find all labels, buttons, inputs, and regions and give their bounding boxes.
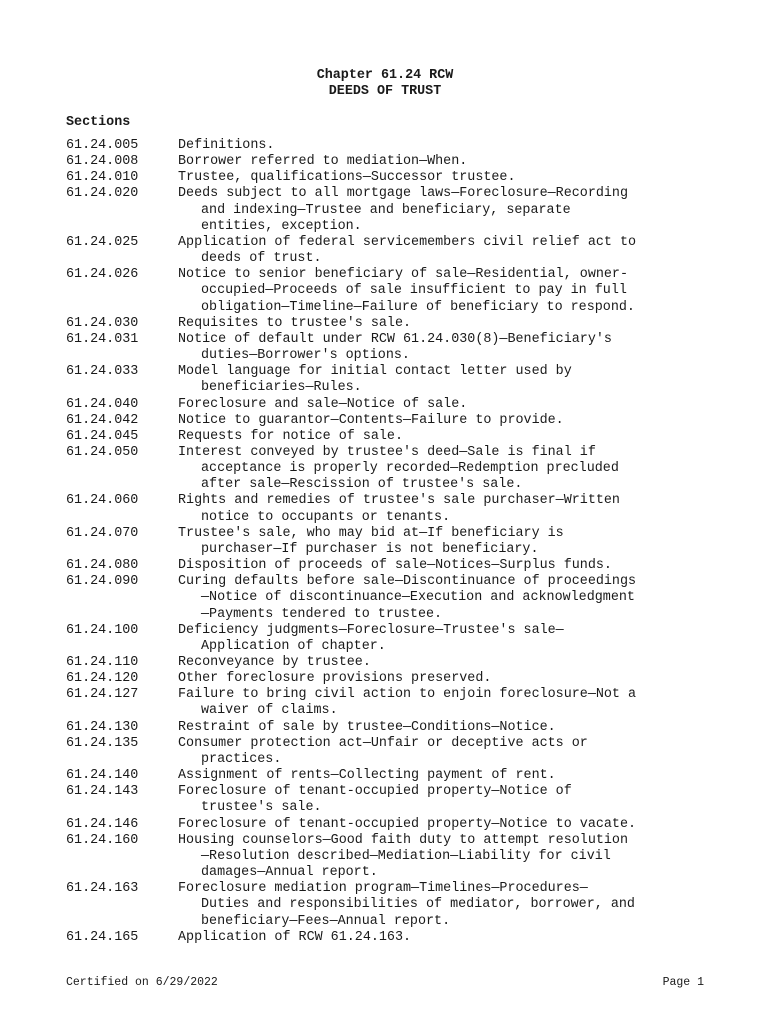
section-title-line: —Resolution described—Mediation—Liability for civil [201, 848, 611, 864]
section-title-line: damages—Annual report. [201, 865, 378, 881]
section-entry [66, 235, 726, 267]
section-entry [66, 736, 726, 768]
section-title-line: Assignment of rents—Collecting payment of rent. [178, 768, 556, 784]
section-title-line: waiver of claims. [201, 703, 338, 719]
section-number: 61.24.090 [66, 574, 139, 590]
section-title-line: beneficiary—Fees—Annual report. [201, 913, 451, 929]
section-title-line: and indexing—Trustee and beneficiary, separate [201, 202, 571, 218]
sections-heading: Sections [66, 115, 131, 130]
section-entry [66, 429, 726, 445]
section-title-line: Restraint of sale by trustee—Conditions—Notice. [178, 719, 556, 735]
section-entry [66, 413, 726, 429]
sections-list [66, 138, 726, 946]
section-title-line: Deeds subject to all mortgage laws—Foreclosure—Recording [178, 186, 628, 202]
section-title-line: Curing defaults before sale—Discontinuance of proceedings [178, 574, 637, 590]
section-title-line: after sale—Rescission of trustee's sale. [201, 477, 523, 493]
section-number: 61.24.140 [66, 768, 139, 784]
section-title-line: Foreclosure of tenant-occupied property—Notice of [178, 784, 572, 800]
section-entry [66, 267, 726, 315]
section-entry [66, 623, 726, 655]
section-entry [66, 138, 726, 154]
section-title [178, 316, 708, 332]
section-title [178, 235, 708, 267]
section-title-line: Requests for notice of sale. [178, 428, 403, 444]
section-title [178, 493, 708, 525]
section-title [178, 397, 708, 413]
section-title-line: Rights and remedies of trustee's sale purchaser—Written [178, 493, 620, 509]
section-number: 61.24.100 [66, 622, 139, 638]
section-title-line: Foreclosure mediation program—Timelines—Procedures— [178, 881, 588, 897]
section-entry [66, 364, 726, 396]
section-title [178, 413, 708, 429]
section-entry [66, 720, 726, 736]
section-title-line: Application of federal servicemembers civil relief act to [178, 234, 637, 250]
page-number: Page 1 [662, 976, 704, 989]
section-entry [66, 833, 726, 881]
section-title [178, 154, 708, 170]
section-title-line: Failure to bring civil action to enjoin foreclosure—Not a [178, 687, 637, 703]
section-number: 61.24.163 [66, 881, 139, 897]
chapter-number: Chapter 61.24 RCW [316, 68, 454, 83]
section-number: 61.24.040 [66, 396, 139, 412]
section-number: 61.24.110 [66, 655, 139, 670]
section-entry [66, 881, 726, 929]
section-entry [66, 655, 726, 671]
section-entry [66, 186, 726, 234]
section-entry [66, 154, 726, 170]
section-title-line: deeds of trust. [201, 251, 322, 267]
section-title [178, 833, 708, 881]
section-title-line: beneficiaries—Rules. [201, 380, 362, 396]
section-title [178, 526, 708, 558]
section-title [178, 267, 708, 315]
section-title-line: Borrower referred to mediation—When. [178, 154, 468, 170]
section-number: 61.24.050 [66, 444, 139, 460]
section-title-line: acceptance is properly recorded—Redemption precluded [201, 461, 619, 477]
certified-date: Certified on 6/29/2022 [66, 976, 218, 989]
section-title [178, 186, 708, 234]
section-title-line: Application of chapter. [201, 638, 386, 654]
section-entry [66, 558, 726, 574]
section-title-line: Requisites to trustee's sale. [178, 315, 412, 331]
section-title-line: Notice to senior beneficiary of sale—Residential, owner- [178, 267, 628, 283]
section-title [178, 332, 708, 364]
section-title-line: Trustee's sale, who may bid at—If beneficiary is [178, 525, 564, 541]
page-footer [66, 976, 704, 990]
section-title-line: Foreclosure and sale—Notice of sale. [178, 396, 468, 412]
section-title-line: Model language for initial contact letter used by [178, 364, 572, 380]
section-title [178, 655, 708, 671]
section-number: 61.24.031 [66, 331, 139, 347]
section-entry [66, 671, 726, 687]
section-number: 61.24.130 [66, 719, 139, 735]
section-entry [66, 817, 726, 833]
section-title [178, 768, 708, 784]
section-title-line: Deficiency judgments—Foreclosure—Trustee's sale— [178, 622, 564, 638]
section-title-line: Duties and responsibilities of mediator, borrower, and [201, 897, 635, 913]
section-title [178, 930, 708, 946]
section-entry [66, 397, 726, 413]
section-number: 61.24.033 [66, 364, 139, 380]
section-title [178, 881, 708, 929]
section-title [178, 445, 708, 493]
section-number: 61.24.135 [66, 735, 139, 751]
section-title-line: Notice to guarantor—Contents—Failure to provide. [178, 412, 564, 428]
section-number: 61.24.143 [66, 784, 139, 800]
section-title-line: Housing counselors—Good faith duty to attempt resolution [178, 832, 628, 848]
section-title [178, 364, 708, 396]
section-title-line: Notice of default under RCW 61.24.030(8)—Beneficiary's [178, 331, 612, 347]
section-number: 61.24.146 [66, 816, 139, 832]
section-number: 61.24.042 [66, 412, 139, 428]
section-title [178, 429, 708, 445]
section-entry [66, 687, 726, 719]
section-title-line: obligation—Timeline—Failure of beneficiary to respond. [201, 299, 635, 315]
section-title-line: Application of RCW 61.24.163. [178, 929, 412, 945]
section-title [178, 687, 708, 719]
section-number: 61.24.026 [66, 267, 139, 283]
section-entry [66, 316, 726, 332]
section-title-line: —Notice of discontinuance—Execution and acknowledgment [201, 590, 635, 606]
section-title-line: Consumer protection act—Unfair or deceptive acts or [178, 735, 588, 751]
section-title-line: Interest conveyed by trustee's deed—Sale is final if [178, 444, 596, 460]
section-title-line: Foreclosure of tenant-occupied property—Notice to vacate. [178, 816, 637, 832]
section-title [178, 138, 708, 154]
section-title-line: Disposition of proceeds of sale—Notices—Surplus funds. [178, 558, 612, 574]
section-entry [66, 493, 726, 525]
chapter-header [0, 68, 770, 100]
section-number: 61.24.010 [66, 170, 139, 186]
section-entry [66, 930, 726, 946]
section-title-line: Reconveyance by trustee. [178, 655, 371, 670]
section-entry [66, 574, 726, 622]
section-title-line: —Payments tendered to trustee. [201, 606, 443, 622]
section-number: 61.24.025 [66, 234, 139, 250]
section-title [178, 671, 708, 687]
section-entry [66, 784, 726, 816]
section-title [178, 623, 708, 655]
section-number: 61.24.120 [66, 671, 139, 687]
section-title-line: occupied—Proceeds of sale insufficient to pay in full [201, 283, 627, 299]
section-title-line: duties—Borrower's options. [201, 348, 410, 364]
section-title-line: Definitions. [178, 138, 275, 153]
section-entry [66, 445, 726, 493]
section-number: 61.24.020 [66, 186, 139, 202]
section-number: 61.24.080 [66, 558, 139, 574]
section-entry [66, 768, 726, 784]
section-entry [66, 332, 726, 364]
section-number: 61.24.160 [66, 832, 139, 848]
section-title [178, 720, 708, 736]
section-number: 61.24.165 [66, 929, 139, 945]
section-title [178, 558, 708, 574]
section-title [178, 170, 708, 186]
section-title-line: trustee's sale. [201, 800, 322, 816]
section-title-line: entities, exception. [201, 218, 362, 234]
section-entry [66, 170, 726, 186]
section-title [178, 817, 708, 833]
section-title-line: notice to occupants or tenants. [201, 509, 451, 525]
section-number: 61.24.030 [66, 315, 139, 331]
section-entry [66, 526, 726, 558]
section-number: 61.24.005 [66, 138, 139, 153]
section-number: 61.24.008 [66, 154, 139, 170]
section-title-line: Trustee, qualifications—Successor trustee. [178, 170, 516, 186]
section-title [178, 784, 708, 816]
section-title-line: purchaser—If purchaser is not beneficiary. [201, 541, 539, 557]
section-title-line: Other foreclosure provisions preserved. [178, 671, 492, 687]
section-title [178, 574, 708, 622]
section-title-line: practices. [201, 751, 282, 767]
section-number: 61.24.070 [66, 525, 139, 541]
section-number: 61.24.127 [66, 687, 139, 703]
section-number: 61.24.045 [66, 428, 139, 444]
section-title [178, 736, 708, 768]
chapter-title: DEEDS OF TRUST [328, 84, 442, 99]
section-number: 61.24.060 [66, 493, 139, 509]
